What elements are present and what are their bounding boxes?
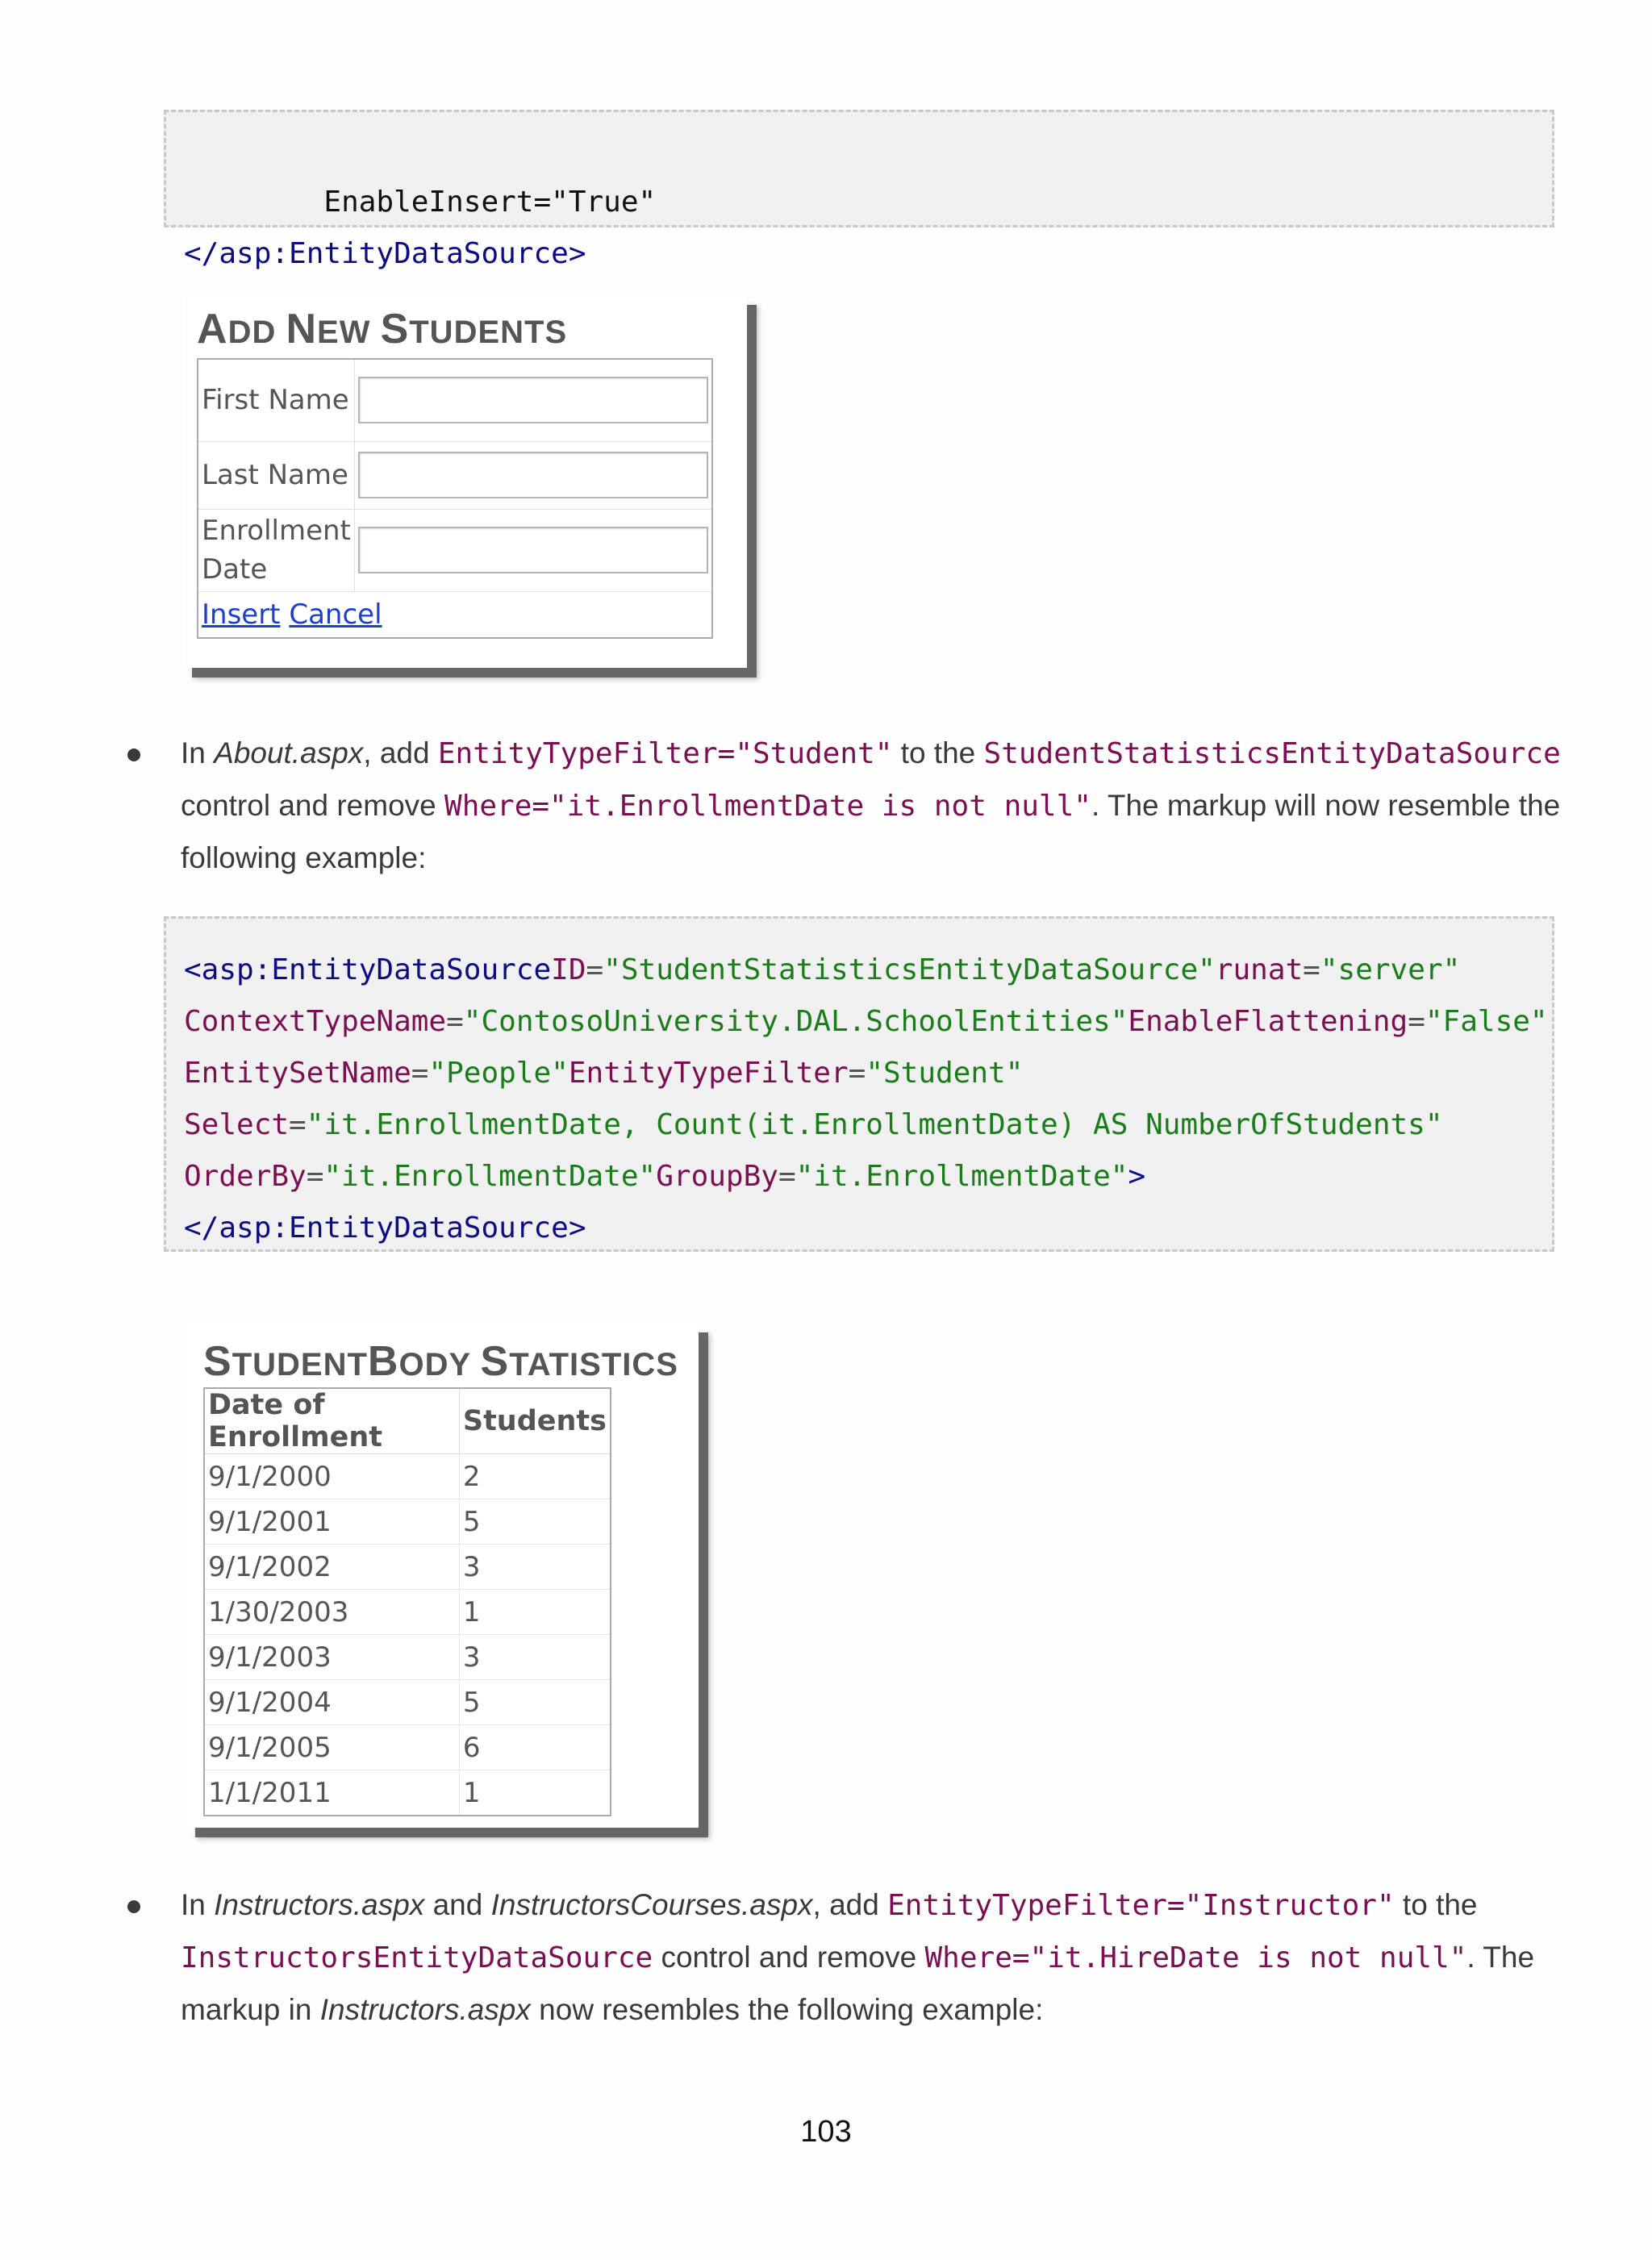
code-line: EnableInsert="True": [184, 186, 657, 219]
student-count-cell: 1: [459, 1590, 611, 1635]
code-block-middle: <asp:EntityDataSourceID="StudentStatisticsEntityDataSource"runat="server" ContextTypeName="ContosoUniversity.DAL.SchoolEntities"EnableFlattening="False" EntitySetName="People"EntityTypeFilter="Student" Select="it.EnrollmentDate, Count(it.EnrollmentDate) AS NumberOfStudents" OrderBy="it.EnrollmentDate"GroupBy="it.EnrollmentDate"> </asp:EntityDataSource>: [164, 916, 1554, 1252]
bullet-paragraph-2: In Instructors.aspx and InstructorsCourses.aspx, add EntityTypeFilter="Instructor" to the InstructorsEntityDataSource control and remove Where="it.HireDate is not null". The markup in Instructors.aspx now resembles the following example:: [181, 1888, 1535, 2026]
student-stats-title: STUDENTBODY STATISTICS: [203, 1338, 678, 1385]
table-row: [204, 1590, 611, 1635]
student-stats-screenshot: [186, 1323, 699, 1828]
enrollment-date-input[interactable]: [358, 527, 708, 573]
enrollment-date-cell: 9/1/2002: [204, 1545, 459, 1590]
add-students-form: [197, 358, 713, 639]
code-block-top: [164, 110, 1554, 270]
student-count-cell: 3: [459, 1635, 611, 1680]
table-row: [204, 1499, 611, 1545]
enrollment-date-cell: 9/1/2000: [204, 1454, 459, 1499]
table-row: [204, 1770, 611, 1816]
col-header-students: Students: [459, 1388, 611, 1454]
bullet-icon: [127, 1900, 140, 1913]
cancel-link[interactable]: Cancel: [289, 598, 382, 631]
student-stats-table: [203, 1387, 611, 1816]
col-header-date: Date of Enrollment: [204, 1388, 459, 1454]
enrollment-date-cell: 1/1/2011: [204, 1770, 459, 1816]
insert-link[interactable]: Insert: [202, 598, 281, 631]
enrollment-date-cell: 1/30/2003: [204, 1590, 459, 1635]
table-row: [204, 1635, 611, 1680]
enrollment-date-cell: 9/1/2001: [204, 1499, 459, 1545]
table-row: [204, 1545, 611, 1590]
table-row: [204, 1725, 611, 1770]
table-row: [204, 1680, 611, 1725]
first-name-label: First Name: [198, 359, 354, 441]
code-line: </asp:EntityDataSource>: [184, 237, 586, 270]
enrollment-date-cell: 9/1/2004: [204, 1680, 459, 1725]
table-row: [204, 1454, 611, 1499]
add-students-title: ADD NEW STUDENTS: [197, 306, 568, 352]
page-number: 103: [800, 2115, 852, 2149]
student-count-cell: 2: [459, 1454, 611, 1499]
add-students-screenshot: [182, 295, 747, 668]
student-count-cell: 5: [459, 1680, 611, 1725]
enrollment-date-cell: 9/1/2005: [204, 1725, 459, 1770]
student-count-cell: 1: [459, 1770, 611, 1816]
student-count-cell: 6: [459, 1725, 611, 1770]
student-count-cell: 5: [459, 1499, 611, 1545]
bullet-paragraph-1: In About.aspx, add EntityTypeFilter="Student" to the StudentStatisticsEntityDataSource control and remove Where="it.EnrollmentDate is not null". The markup will now resemble the following example:: [181, 736, 1561, 874]
last-name-input[interactable]: [358, 452, 708, 498]
bullet-icon: [127, 748, 140, 761]
last-name-label: Last Name: [198, 441, 354, 509]
student-count-cell: 3: [459, 1545, 611, 1590]
enrollment-date-label: Enrollment Date: [198, 509, 354, 591]
first-name-input[interactable]: [358, 377, 708, 423]
enrollment-date-cell: 9/1/2003: [204, 1635, 459, 1680]
